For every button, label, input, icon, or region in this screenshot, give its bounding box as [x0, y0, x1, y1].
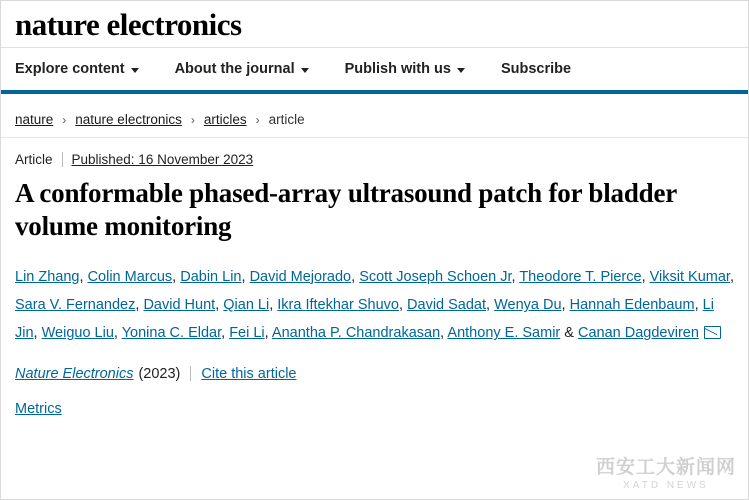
author-link[interactable]: Anthony E. Samir — [447, 325, 561, 342]
page-title: A conformable phased-array ultrasound patch for bladder volume monitoring — [15, 178, 677, 241]
watermark-sub-text: XATD NEWS — [623, 480, 709, 491]
nav-label: Publish with us — [344, 61, 451, 77]
article-meta — [15, 152, 734, 167]
author-link[interactable]: Dabin Lin — [180, 268, 242, 285]
author-link[interactable]: Li Jin — [15, 297, 714, 342]
chevron-down-icon — [301, 68, 309, 73]
author-link[interactable]: Sara V. Fernandez — [15, 297, 136, 314]
author-link[interactable]: David Hunt — [143, 297, 216, 314]
author-list: Lin Zhang, Colin Marcus, Dabin Lin, David Mejorado, Scott Joseph Schoen Jr, Theodore T. Pierce, Viksit Kumar, Sara V. Fernandez, David Hunt, Qian Li, Ikra Iftekhar Shuvo, David Sadat, Wenya Du, Hannah Edenbaum, Li Jin, Weiguo Liu, Yonina C. Eldar, Fei Li, Anantha P. Chandrakasan, Anthony E. Samir & Canan Dagdeviren — [15, 268, 734, 342]
author-link[interactable]: Wenya Du — [494, 297, 562, 314]
main-navigation — [1, 48, 748, 94]
nav-item-subscribe[interactable] — [501, 61, 571, 77]
breadcrumb-item-nature-electronics[interactable]: nature electronics — [75, 112, 182, 127]
chevron-down-icon — [131, 68, 139, 73]
watermark — [596, 458, 736, 491]
author-link[interactable]: Viksit Kumar — [649, 268, 730, 285]
author-link[interactable]: David Sadat — [407, 297, 487, 314]
author-link[interactable]: Ikra Iftekhar Shuvo — [277, 297, 399, 314]
breadcrumb-separator-icon: › — [255, 112, 260, 127]
citation-line — [15, 366, 734, 382]
author-link[interactable]: Yonina C. Eldar — [121, 325, 222, 342]
breadcrumb — [1, 94, 748, 138]
author-link[interactable]: Hannah Edenbaum — [569, 297, 695, 314]
mail-icon[interactable] — [704, 326, 721, 339]
breadcrumb-item-nature[interactable]: nature — [15, 112, 54, 127]
author-link[interactable]: Weiguo Liu — [41, 325, 114, 342]
breadcrumb-separator-icon: › — [62, 112, 67, 127]
author-link[interactable]: Anantha P. Chandrakasan — [271, 325, 441, 342]
article-type-label: Article — [15, 152, 53, 167]
author-link[interactable]: David Mejorado — [249, 268, 352, 285]
breadcrumb-separator-icon: › — [190, 112, 195, 127]
cite-this-article-link[interactable]: Cite this article — [201, 365, 297, 382]
citation-year: (2023) — [138, 365, 181, 382]
author-link[interactable]: Qian Li — [223, 297, 270, 314]
journal-logo-title[interactable]: nature electronics — [15, 6, 242, 42]
citation-journal-link[interactable]: Nature Electronics — [15, 365, 134, 382]
article-header — [1, 138, 748, 418]
nav-label: Explore content — [15, 61, 125, 77]
watermark-main-text: 西安工大新闻网 — [595, 457, 736, 479]
author-link[interactable]: Theodore T. Pierce — [519, 268, 642, 285]
author-link[interactable]: Lin Zhang — [15, 268, 80, 285]
chevron-down-icon — [457, 68, 465, 73]
nav-label: About the journal — [174, 61, 295, 77]
author-ampersand: & — [564, 325, 574, 342]
nav-item-publish-with-us[interactable] — [345, 61, 465, 77]
masthead — [1, 1, 748, 48]
nav-item-explore-content[interactable] — [15, 61, 139, 77]
meta-divider — [62, 152, 63, 167]
citation-divider — [190, 366, 191, 381]
publication-date[interactable]: Published: 16 November 2023 — [71, 152, 254, 167]
breadcrumb-item-articles[interactable]: articles — [203, 112, 247, 127]
author-link[interactable]: Fei Li — [229, 325, 265, 342]
nav-item-about-the-journal[interactable] — [175, 61, 309, 77]
corresponding-author-link[interactable]: Canan Dagdeviren — [577, 325, 699, 342]
metrics-link[interactable]: Metrics — [15, 400, 62, 417]
author-link[interactable]: Scott Joseph Schoen Jr — [359, 268, 512, 285]
breadcrumb-item-article: article — [268, 112, 305, 127]
author-link[interactable]: Colin Marcus — [87, 268, 173, 285]
nav-label: Subscribe — [500, 61, 572, 77]
